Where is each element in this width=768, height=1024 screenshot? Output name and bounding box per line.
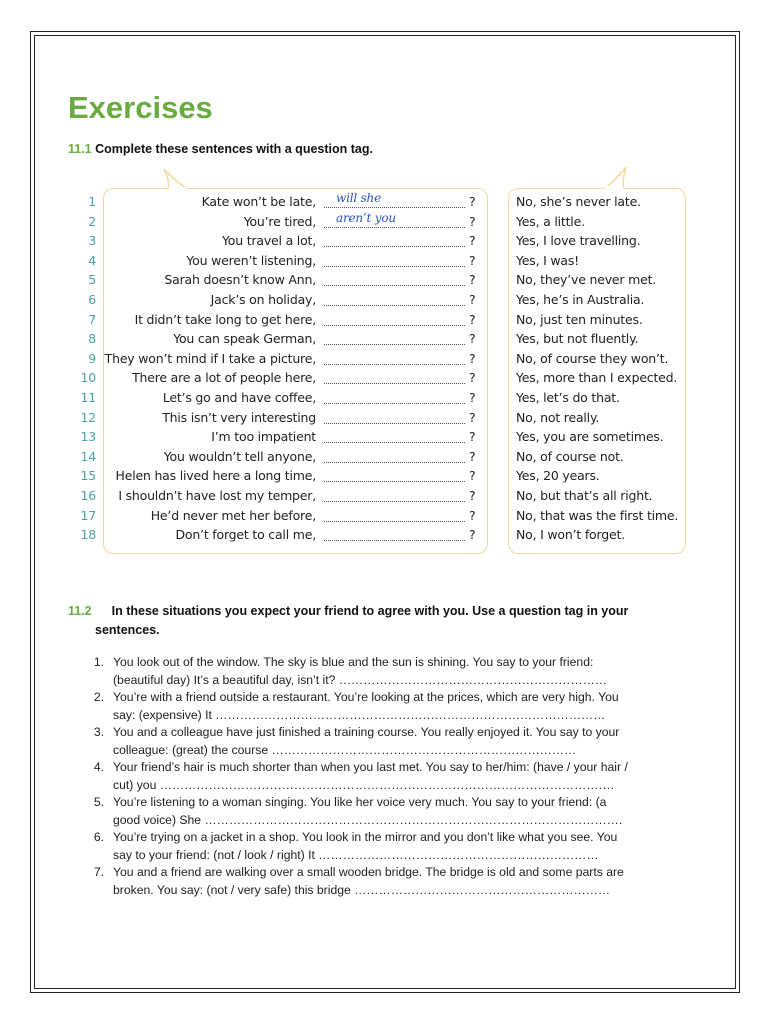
list-item [86, 864, 706, 899]
sentence-stem: You weren’t listening, [186, 252, 316, 268]
sentence-stem: You can speak German, [173, 331, 316, 347]
right-bubble-tail [596, 166, 636, 190]
sentence-stem: It didn’t take long to get here, [134, 311, 316, 327]
question-mark: ? [469, 272, 476, 288]
item-number: 18 [80, 527, 96, 543]
question-mark: ? [469, 331, 476, 347]
exercise-row [0, 468, 768, 488]
sentence-stem: I shouldn’t have lost my temper, [118, 487, 316, 503]
answer-blank[interactable] [324, 364, 465, 365]
reply-text: Yes, a little. [516, 213, 585, 229]
exercise-row [0, 508, 768, 528]
item-number: 5 [88, 272, 96, 288]
question-mark: ? [469, 291, 476, 307]
answer-blank[interactable] [324, 305, 465, 306]
sentence-stem: Sarah doesn’t know Ann, [164, 272, 316, 288]
sentence-stem: They won’t mind if I take a picture, [104, 350, 316, 366]
item-number: 11 [80, 389, 96, 405]
reply-text: No, but that’s all right. [516, 487, 653, 503]
item-number: 16 [80, 487, 96, 503]
item-number: 6 [88, 291, 96, 307]
exercise-row [0, 370, 768, 390]
item-number: 13 [80, 429, 96, 445]
item-number: 2 [88, 213, 96, 229]
item-number: 10 [80, 370, 96, 386]
answer-blank[interactable] [324, 227, 465, 228]
answer-blank[interactable] [324, 325, 465, 326]
exercise-row [0, 292, 768, 312]
item-number: 3 [88, 233, 96, 249]
answer-blank[interactable] [324, 403, 465, 404]
list-item [86, 794, 706, 829]
sentence-stem: You’re tired, [243, 213, 316, 229]
item-number: 2. [93, 690, 104, 704]
item-text-line: cut) you …………………………………………………………………………………………………. [113, 777, 615, 792]
handwritten-answer: aren’t you [336, 210, 396, 225]
answer-blank[interactable] [324, 442, 465, 443]
item-number: 6. [93, 830, 104, 844]
question-mark: ? [469, 409, 476, 425]
item-text-line: You’re listening to a woman singing. You like her voice very much. You say to your friend: (a [113, 795, 607, 809]
reply-text: No, just ten minutes. [516, 311, 643, 327]
answer-blank[interactable] [324, 246, 465, 247]
item-text-line: say to your friend: (not / look / right) It …………………………………………………………… [113, 847, 599, 862]
item-number: 7 [88, 311, 96, 327]
question-mark: ? [469, 350, 476, 366]
reply-text: Yes, 20 years. [516, 468, 600, 484]
question-mark: ? [469, 194, 476, 209]
handwritten-answer: will she [336, 191, 381, 205]
sentence-stem: Kate won’t be late, [201, 194, 316, 209]
sentence-stem: There are a lot of people here, [132, 370, 316, 386]
item-number: 8 [88, 331, 96, 347]
reply-text: No, of course not. [516, 448, 624, 464]
exercise-row [0, 351, 768, 371]
item-text-line: You look out of the window. The sky is blue and the sun is shining. You say to your friend: [113, 655, 594, 669]
item-text-line: good voice) She …………………………………………………………………………………………. [113, 812, 623, 827]
item-number: 9 [88, 350, 96, 366]
answer-blank[interactable] [324, 462, 465, 463]
question-mark: ? [469, 252, 476, 268]
reply-text: No, she’s never late. [516, 194, 641, 209]
question-mark: ? [469, 429, 476, 445]
item-text-line: You and a colleague have just finished a training course. You really enjoyed it. You say to your [113, 725, 620, 739]
item-number: 1 [88, 194, 96, 209]
question-mark: ? [469, 468, 476, 484]
exercise-number: 11.1 [68, 142, 92, 156]
item-text-line: colleague: (great) the course ………………………………………………………………… [113, 742, 577, 757]
item-number: 3. [93, 725, 104, 739]
sentence-stem: This isn’t very interesting [162, 409, 316, 425]
exercise-instruction: In these situations you expect your friend to agree with you. Use a question tag in your [111, 604, 629, 618]
item-number: 1. [93, 655, 104, 669]
question-mark: ? [469, 213, 476, 229]
exercise-number: 11.2 [68, 604, 92, 618]
sentence-stem: Helen has lived here a long time, [115, 468, 316, 484]
exercise-instruction: Complete these sentences with a question tag. [95, 142, 373, 156]
reply-text: Yes, he’s in Australia. [516, 291, 645, 307]
list-item [86, 829, 706, 864]
page-title: Exercises [68, 90, 213, 125]
answer-blank[interactable] [324, 285, 465, 286]
exercise-instruction-continued: sentences. [95, 623, 160, 637]
question-mark: ? [469, 448, 476, 464]
question-mark: ? [469, 370, 476, 386]
list-item [86, 759, 706, 794]
answer-blank[interactable] [324, 521, 465, 522]
answer-blank[interactable] [324, 423, 465, 424]
sentence-stem: I’m too impatient [211, 429, 316, 445]
exercise-row [0, 233, 768, 253]
list-item [86, 724, 706, 759]
exercise-row [0, 253, 768, 273]
sentence-stem: You travel a lot, [222, 233, 316, 249]
exercise-row [0, 488, 768, 508]
exercise-11-2-heading [68, 602, 708, 640]
question-mark: ? [469, 487, 476, 503]
reply-text: Yes, you are sometimes. [516, 429, 664, 445]
item-number: 7. [93, 865, 104, 879]
question-mark: ? [469, 527, 476, 543]
reply-text: No, I won’t forget. [516, 527, 625, 543]
exercise-row [0, 210, 768, 234]
exercise-row [0, 527, 768, 547]
reply-text: Yes, but not fluently. [516, 331, 639, 347]
item-text-line: Your friend’s hair is much shorter than when you last met. You say to her/him: (have / your hair / [113, 760, 628, 774]
exercise-row [0, 390, 768, 410]
item-text-line: You’re trying on a jacket in a shop. You look in the mirror and you don’t like what you see. You [113, 830, 618, 844]
item-text-line: You’re with a friend outside a restaurant. You’re looking at the prices, which are very high. You [113, 690, 619, 704]
left-bubble-tail [160, 168, 200, 190]
list-item [86, 654, 706, 689]
exercise-row [0, 429, 768, 449]
item-number: 4. [93, 760, 104, 774]
exercise-row [0, 449, 768, 469]
exercise-11-2-list [86, 654, 706, 899]
item-number: 17 [80, 507, 96, 523]
answer-blank[interactable] [324, 344, 465, 345]
exercise-11-1-heading [68, 142, 373, 156]
item-number: 15 [80, 468, 96, 484]
reply-text: No, that was the first time. [516, 507, 679, 523]
item-number: 5. [93, 795, 104, 809]
answer-blank[interactable] [324, 266, 465, 267]
sentence-stem: You wouldn’t tell anyone, [163, 448, 316, 464]
item-text-line: say: (expensive) It …………………………………………………………………………………… [113, 707, 606, 722]
item-number: 12 [80, 409, 96, 425]
reply-text: No, they’ve never met. [516, 272, 657, 288]
exercise-row [0, 272, 768, 292]
answer-blank[interactable] [324, 207, 465, 208]
exercise-11-1-list [0, 191, 768, 547]
sentence-stem: He’d never met her before, [150, 507, 316, 523]
item-number: 14 [80, 448, 96, 464]
answer-blank[interactable] [324, 481, 465, 482]
question-mark: ? [469, 233, 476, 249]
reply-text: Yes, more than I expected. [516, 370, 678, 386]
exercise-row [0, 312, 768, 332]
item-text-line: You and a friend are walking over a small wooden bridge. The bridge is old and some parts are [113, 865, 624, 879]
answer-blank[interactable] [324, 540, 465, 541]
question-mark: ? [469, 507, 476, 523]
answer-blank[interactable] [324, 383, 465, 384]
sentence-stem: Let’s go and have coffee, [162, 389, 316, 405]
sentence-stem: Don’t forget to call me, [175, 527, 316, 543]
reply-text: No, of course they won’t. [516, 350, 669, 366]
item-number: 4 [88, 252, 96, 268]
reply-text: Yes, I was! [516, 252, 579, 268]
reply-text: Yes, I love travelling. [516, 233, 641, 249]
answer-blank[interactable] [324, 501, 465, 502]
exercise-row [0, 410, 768, 430]
exercise-row [0, 331, 768, 351]
reply-text: Yes, let’s do that. [516, 389, 620, 405]
reply-text: No, not really. [516, 409, 600, 425]
item-text-line: broken. You say: (not / very safe) this bridge ……………………………………………………… [113, 882, 611, 897]
item-text-line: (beautiful day) It’s a beautiful day, isn’t it? ………………………………………………………… [113, 672, 607, 687]
question-mark: ? [469, 311, 476, 327]
sentence-stem: Jack’s on holiday, [210, 291, 316, 307]
question-mark: ? [469, 389, 476, 405]
list-item [86, 689, 706, 724]
